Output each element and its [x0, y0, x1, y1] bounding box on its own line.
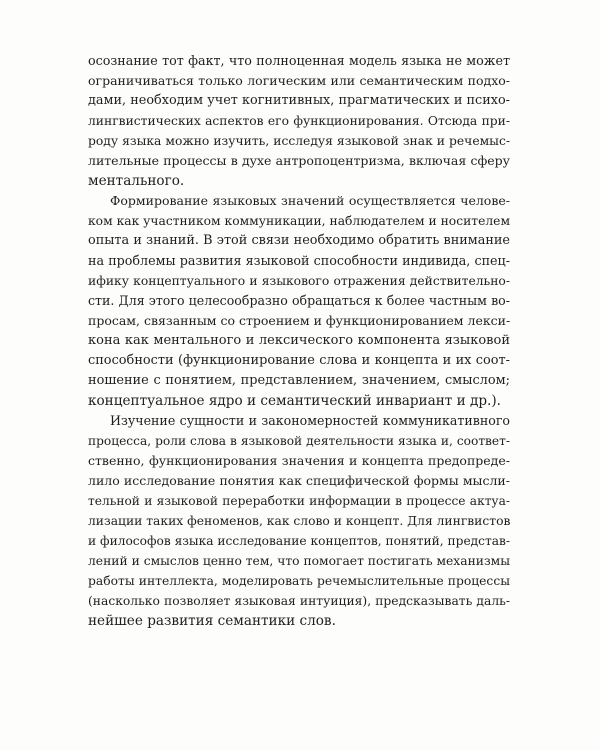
body-text	[88, 51, 510, 631]
text-line: и философов языка исследование концептов, понятий, представ-	[88, 534, 510, 548]
text-line: способности (функционирование слова и концепта и их соот-	[88, 353, 510, 368]
text-line: ственно, функционирования значения и концепта предопреде-	[88, 453, 510, 468]
text-line: Изучение сущности и закономерностей коммуникативного	[110, 413, 510, 428]
text-line: дами, необходим учет когнитивных, прагматических и психо-	[88, 93, 510, 108]
text-line: Формирование языковых значений осуществляется челове-	[110, 193, 510, 208]
paragraph-3	[88, 411, 510, 631]
text-line: просам, связанным со строением и функционированием лекси-	[88, 313, 510, 328]
text-line: лизации таких феноменов, как слово и концепт. Для лингвистов	[88, 514, 510, 528]
text-line: концептуальное ядро и семантический инвариант и др.).	[88, 393, 501, 409]
text-line: роду языка можно изучить, исследуя языковой знак и речемыс-	[88, 134, 510, 148]
text-line: кона как ментального и лексического компонента языковой	[88, 333, 510, 348]
text-line: лений и смыслов ценно тем, что помогает постигать механизмы	[88, 554, 510, 568]
text-line: нейшее развития семантики слов.	[88, 613, 336, 629]
text-line: ношение с понятием, представлением, значением, смыслом;	[88, 373, 510, 388]
text-line: ком как участником коммуникации, наблюдателем и носителем	[88, 214, 510, 228]
text-line: осознание тот факт, что полноценная модель языка не может	[88, 53, 510, 68]
text-line: процесса, роли слова в языковой деятельности языка и, соответ-	[88, 434, 510, 448]
paragraph-1	[88, 51, 510, 191]
text-line: лингвистических аспектов его функционирования. Отсюда при-	[88, 114, 510, 128]
text-line: ифику концептуального и языкового отражения действительно-	[88, 274, 510, 288]
text-line: лительные процессы в духе антропоцентризма, включая сферу	[88, 153, 510, 168]
text-line: (насколько позволяет языковая интуиция), предсказывать даль-	[88, 594, 510, 608]
paragraph-2	[88, 191, 510, 411]
text-line: тельной и языковой переработки информации в процессе актуа-	[88, 494, 510, 508]
text-line: ментального.	[88, 173, 185, 189]
text-line: работы интеллекта, моделировать речемыслительные процессы	[88, 574, 510, 588]
text-line: сти. Для этого целесообразно обращаться к более частным во-	[88, 293, 510, 308]
text-line: ограничиваться только логическим или семантическим подхо-	[88, 73, 510, 88]
text-line: лило исследование понятия как специфической формы мысли-	[88, 473, 510, 488]
text-line: на проблемы развития языковой способности индивида, спец-	[88, 253, 510, 268]
text-line: опыта и знаний. В этой связи необходимо обратить внимание	[88, 233, 510, 248]
